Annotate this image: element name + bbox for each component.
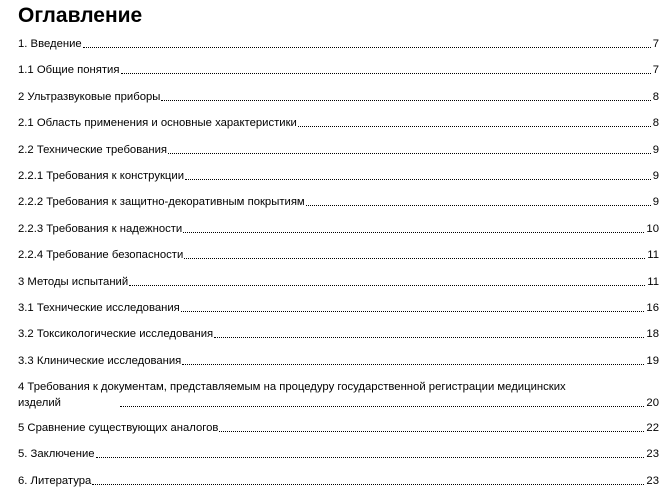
toc-entry-page: 23 (646, 474, 659, 487)
toc-entry-title: 3.2 Токсикологические исследования (18, 328, 214, 341)
toc-entry-title: 2.1 Область применения и основные характеристики (18, 117, 297, 130)
toc-heading: Оглавление (18, 4, 143, 27)
toc-entry-page: 19 (646, 354, 659, 367)
toc-entry-title: 1.1 Общие понятия (18, 64, 120, 77)
toc-entry-page: 8 (652, 117, 659, 130)
dot-leader (129, 285, 645, 286)
toc-entry[interactable] (18, 62, 659, 78)
toc-entry-title: 2.2 Технические требования (18, 143, 168, 156)
toc-entry-title: 3.1 Технические исследования (18, 301, 180, 314)
toc-entry[interactable] (18, 194, 659, 210)
toc-entry-page: 20 (646, 397, 659, 410)
toc-entry-title: 2.2.1 Требования к конструкции (18, 169, 185, 182)
toc-entry-title: 5 Сравнение существующих аналогов (18, 422, 219, 435)
toc-entry[interactable] (18, 300, 659, 316)
dot-leader (182, 364, 644, 365)
dot-leader (306, 205, 651, 206)
toc-entry[interactable] (18, 168, 659, 184)
dot-leader (184, 258, 645, 259)
dot-leader (181, 311, 645, 312)
dot-leader (96, 457, 645, 458)
toc-entry-title: 6. Литература (18, 474, 92, 487)
toc-entry-title: 3 Методы испытаний (18, 275, 129, 288)
toc-entry-page: 22 (646, 422, 659, 435)
toc-entry[interactable] (18, 473, 659, 489)
toc-entry-page: 9 (652, 143, 659, 156)
dot-leader (298, 126, 651, 127)
toc-entry-page: 18 (646, 328, 659, 341)
toc-entry-page: 9 (652, 169, 659, 182)
toc-entry-page: 23 (646, 448, 659, 461)
toc-entry-page: 11 (647, 275, 659, 288)
dot-leader (120, 406, 644, 407)
toc-entry-title: 2 Ультразвуковые приборы (18, 90, 161, 103)
toc-entry-page: 7 (652, 38, 659, 50)
toc-entry-page: 10 (646, 222, 659, 235)
toc-entry[interactable] (18, 420, 659, 436)
toc-entry[interactable] (18, 326, 659, 342)
toc-entry[interactable] (18, 446, 659, 462)
toc-entry[interactable] (18, 89, 659, 105)
dot-leader (121, 73, 651, 74)
toc-entry[interactable] (18, 274, 659, 290)
toc-entry-title: 3.3 Клинические исследования (18, 354, 182, 367)
toc-list (18, 36, 659, 499)
dot-leader (214, 337, 644, 338)
dot-leader (183, 232, 644, 233)
toc-entry-title: 2.2.3 Требования к надежности (18, 222, 183, 235)
toc-entry-page: 16 (646, 301, 659, 314)
toc-entry-title: 1. Введение (18, 38, 82, 50)
dot-leader (92, 484, 644, 485)
toc-entry[interactable] (18, 36, 659, 52)
toc-entry[interactable] (18, 142, 659, 158)
dot-leader (168, 153, 651, 154)
dot-leader (161, 100, 650, 101)
toc-entry-page: 7 (652, 64, 659, 77)
toc-entry-page: 9 (652, 196, 659, 209)
toc-entry[interactable] (18, 115, 659, 131)
toc-entry-title: 2.2.2 Требования к защитно-декоративным покрытиям (18, 196, 305, 209)
toc-entry-page: 8 (652, 90, 659, 103)
toc-entry[interactable] (18, 221, 659, 237)
toc-entry-page: 11 (647, 249, 659, 262)
toc-entry-title: 2.2.4 Требование безопасности (18, 249, 184, 262)
dot-leader (185, 179, 651, 180)
toc-entry-title: 5. Заключение (18, 448, 95, 461)
toc-entry[interactable] (18, 379, 659, 411)
toc-entry[interactable] (18, 247, 659, 263)
toc-entry-title: 4 Требования к документам, представляемым на процедуру государственной регистрации медицинских изделий (18, 381, 566, 410)
dot-leader (219, 431, 644, 432)
dot-leader (83, 47, 651, 48)
toc-entry[interactable] (18, 353, 659, 369)
